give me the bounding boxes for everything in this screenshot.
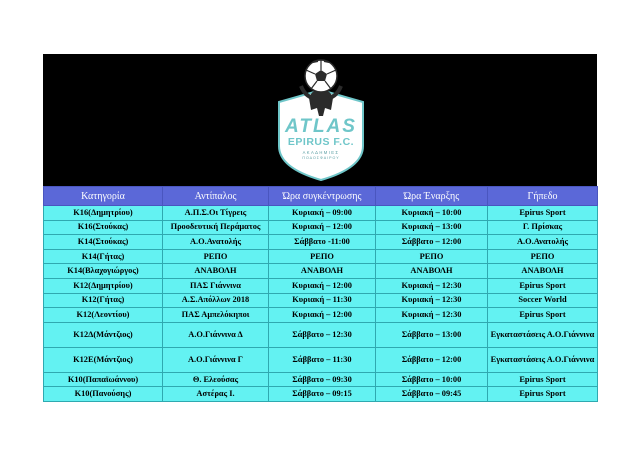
cell-meet-time: Κυριακή – 09:00	[269, 206, 376, 221]
cell-start-time: Σάββατο – 13:00	[376, 322, 488, 347]
cell-start-time: ΡΕΠΟ	[376, 249, 488, 264]
cell-meet-time: Σάββατο -11:00	[269, 235, 376, 250]
cell-start-time: Σάββατο – 10:00	[376, 372, 488, 387]
cell-venue: Soccer World	[488, 293, 598, 308]
cell-meet-time: Κυριακή – 11:30	[269, 293, 376, 308]
header-opponent: Αντίπαλος	[163, 187, 269, 206]
table-row	[44, 322, 598, 347]
cell-opponent: Θ. Ελεούσας	[163, 372, 269, 387]
table-row	[44, 293, 598, 308]
cell-opponent: Αστέρας Ι.	[163, 387, 269, 402]
cell-category: Κ12Ε(Μάντζιος)	[44, 347, 163, 372]
cell-opponent: Α.Σ.Απόλλων 2018	[163, 293, 269, 308]
table-row	[44, 372, 598, 387]
table-row	[44, 264, 598, 279]
cell-opponent: Α.Ο.Γιάννινα Δ	[163, 322, 269, 347]
cell-venue: Epirus Sport	[488, 387, 598, 402]
cell-venue: Epirus Sport	[488, 206, 598, 221]
table-row	[44, 235, 598, 250]
cell-category: Κ14(Στούκας)	[44, 235, 163, 250]
cell-opponent: Προοδευτική Περάματος	[163, 220, 269, 235]
cell-venue: Α.Ο.Ανατολής	[488, 235, 598, 250]
cell-meet-time: ΑΝΑΒΟΛΗ	[269, 264, 376, 279]
table-row	[44, 347, 598, 372]
cell-venue: Γ. Πρίσκας	[488, 220, 598, 235]
cell-venue: Epirus Sport	[488, 372, 598, 387]
cell-venue: ΡΕΠΟ	[488, 249, 598, 264]
cell-meet-time: Σάββατο – 12:30	[269, 322, 376, 347]
header-venue: Γήπεδο	[488, 187, 598, 206]
table-row	[44, 308, 598, 323]
cell-start-time: Σάββατο – 12:00	[376, 347, 488, 372]
cell-start-time: Κυριακή – 12:30	[376, 293, 488, 308]
table-row	[44, 249, 598, 264]
logo-subtitle-2: ΠΟΔΟΣΦΑΙΡΟΥ	[302, 156, 340, 160]
cell-venue: Εγκαταστάσεις Α.Ο.Γιάννινα	[488, 347, 598, 372]
table-row	[44, 206, 598, 221]
cell-meet-time: Κυριακή – 12:00	[269, 278, 376, 293]
cell-category: Κ14(Βλαχογιώργος)	[44, 264, 163, 279]
header-banner	[43, 54, 597, 186]
cell-opponent: Α.Ο.Γιάννινα Γ	[163, 347, 269, 372]
cell-opponent: ΑΝΑΒΟΛΗ	[163, 264, 269, 279]
table-row	[44, 278, 598, 293]
cell-category: Κ12(Δημητρίου)	[44, 278, 163, 293]
cell-start-time: Κυριακή – 10:00	[376, 206, 488, 221]
table-row	[44, 387, 598, 402]
cell-venue: Epirus Sport	[488, 308, 598, 323]
cell-meet-time: Κυριακή – 12:00	[269, 220, 376, 235]
cell-venue: Epirus Sport	[488, 278, 598, 293]
header-category: Κατηγορία	[44, 187, 163, 206]
logo-atlas-text: ATLAS	[285, 116, 357, 137]
cell-category: Κ10(Πανούσης)	[44, 387, 163, 402]
cell-category: Κ12(Γήτας)	[44, 293, 163, 308]
cell-start-time: Σάββατο – 12:00	[376, 235, 488, 250]
cell-venue: ΑΝΑΒΟΛΗ	[488, 264, 598, 279]
cell-opponent: ΡΕΠΟ	[163, 249, 269, 264]
cell-meet-time: Σάββατο – 09:15	[269, 387, 376, 402]
table-body	[44, 206, 598, 402]
cell-start-time: Κυριακή – 12:30	[376, 278, 488, 293]
cell-category: Κ12(Λεοντίου)	[44, 308, 163, 323]
cell-meet-time: ΡΕΠΟ	[269, 249, 376, 264]
header-start-time: Ώρα Έναρξης	[376, 187, 488, 206]
cell-start-time: Σάββατο – 09:45	[376, 387, 488, 402]
logo-club-text: EPIRUS F.C.	[287, 136, 355, 148]
cell-category: Κ10(Παπαϊωάννου)	[44, 372, 163, 387]
cell-meet-time: Σάββατο – 09:30	[269, 372, 376, 387]
table-header-row	[44, 187, 598, 206]
club-logo	[273, 58, 369, 182]
cell-opponent: Α.Ο.Ανατολής	[163, 235, 269, 250]
cell-start-time: ΑΝΑΒΟΛΗ	[376, 264, 488, 279]
logo-subtitle: ΑΚΑΔΗΜΙΕΣ	[302, 150, 340, 155]
cell-category: Κ12Δ(Μάντζιος)	[44, 322, 163, 347]
cell-meet-time: Σάββατο – 11:30	[269, 347, 376, 372]
cell-meet-time: Κυριακή – 12:00	[269, 308, 376, 323]
cell-venue: Εγκαταστάσεις Α.Ο.Γιάννινα	[488, 322, 598, 347]
cell-opponent: ΠΑΣ Γιάννινα	[163, 278, 269, 293]
table-row	[44, 220, 598, 235]
cell-opponent: Α.Π.Σ.Οι Τίγρεις	[163, 206, 269, 221]
schedule-table	[43, 186, 598, 402]
cell-start-time: Κυριακή – 13:00	[376, 220, 488, 235]
cell-start-time: Κυριακή – 12:30	[376, 308, 488, 323]
cell-category: Κ14(Γήτας)	[44, 249, 163, 264]
header-meet-time: Ώρα συγκέντρωσης	[269, 187, 376, 206]
cell-category: Κ16(Δημητρίου)	[44, 206, 163, 221]
cell-category: Κ16(Στούκας)	[44, 220, 163, 235]
cell-opponent: ΠΑΣ Αμπελόκηποι	[163, 308, 269, 323]
